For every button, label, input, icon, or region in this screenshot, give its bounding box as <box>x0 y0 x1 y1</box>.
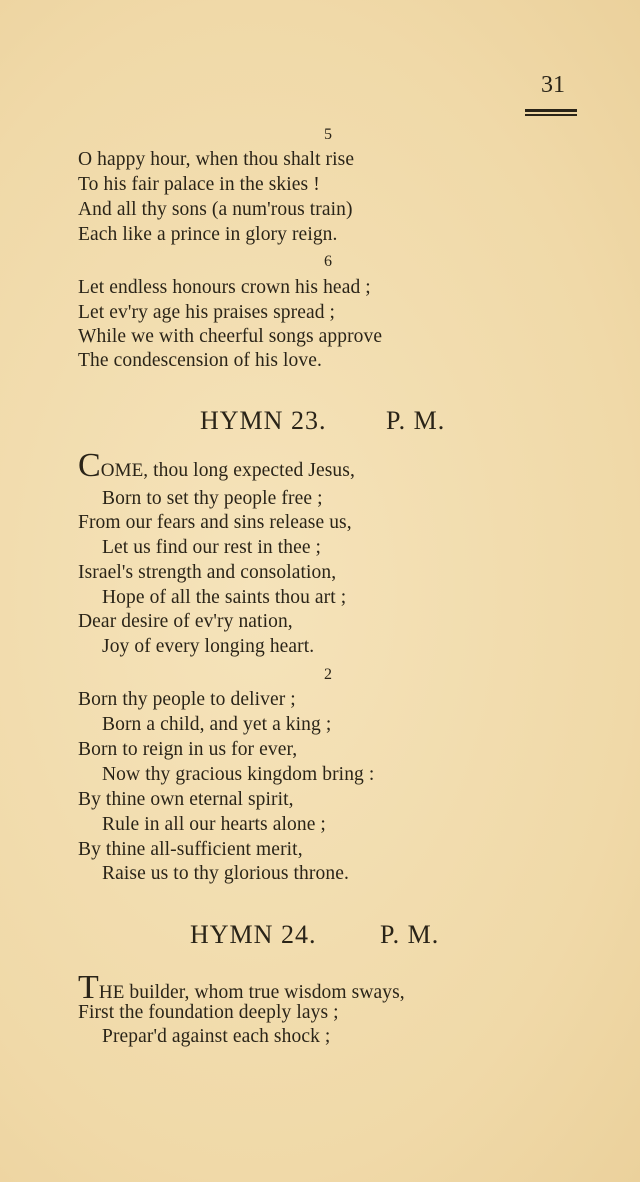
first-line <box>78 447 355 484</box>
verse-line: Let endless honours crown his head ; <box>78 277 371 298</box>
verse-line: Born a child, and yet a king ; <box>102 714 332 735</box>
verse-line: Now thy gracious kingdom bring : <box>102 764 375 785</box>
first-line-text: builder, whom true wisdom sways, <box>124 982 405 1003</box>
verse-line: Born thy people to deliver ; <box>78 689 296 710</box>
verse-line: Israel's strength and consolation, <box>78 562 337 583</box>
verse-line: Let us find our rest in thee ; <box>102 537 322 558</box>
hymn-title: HYMN 23. <box>200 406 327 435</box>
verse-line: And all thy sons (a num'rous train) <box>78 199 353 220</box>
verse-number: 2 <box>324 666 332 683</box>
first-line-text: thou long expected Jesus, <box>148 460 355 481</box>
verse-line: Raise us to thy glorious throne. <box>102 863 349 884</box>
verse-line: The condescension of his love. <box>78 350 322 371</box>
verse-line: Born to reign in us for ever, <box>78 739 298 760</box>
verse-line: From our fears and sins release us, <box>78 512 352 533</box>
verse-line: Dear desire of ev'ry nation, <box>78 611 293 632</box>
hymn-meter: P. M. <box>386 406 446 435</box>
header-rule-thin <box>525 114 577 116</box>
drop-cap: T <box>78 969 99 1006</box>
verse-number: 5 <box>324 126 332 143</box>
verse-line: While we with cheerful songs approve <box>78 326 383 347</box>
page-number: 31 <box>541 72 565 98</box>
small-caps: OME, <box>100 460 149 481</box>
hymn-title: HYMN 24. <box>190 920 317 949</box>
verse-line: Prepar'd against each shock ; <box>102 1026 331 1047</box>
verse-line: Let ev'ry age his praises spread ; <box>78 302 336 323</box>
header-rule <box>525 109 577 112</box>
verse-line: O happy hour, when thou shalt rise <box>78 149 355 170</box>
hymn-meter: P. M. <box>380 920 440 949</box>
verse-line: Each like a prince in glory reign. <box>78 224 338 245</box>
verse-number: 6 <box>324 253 332 270</box>
verse-line: First the foundation deeply lays ; <box>78 1002 339 1023</box>
verse-line: Born to set thy people free ; <box>102 488 323 509</box>
verse-line: Hope of all the saints thou art ; <box>102 587 347 608</box>
verse-line: By thine own eternal spirit, <box>78 789 294 810</box>
verse-line: To his fair palace in the skies ! <box>78 174 320 195</box>
verse-line: Joy of every longing heart. <box>102 636 315 657</box>
verse-line: Rule in all our hearts alone ; <box>102 814 326 835</box>
drop-cap: C <box>78 447 101 484</box>
small-caps: HE <box>98 982 125 1003</box>
verse-line: By thine all-sufficient merit, <box>78 839 303 860</box>
